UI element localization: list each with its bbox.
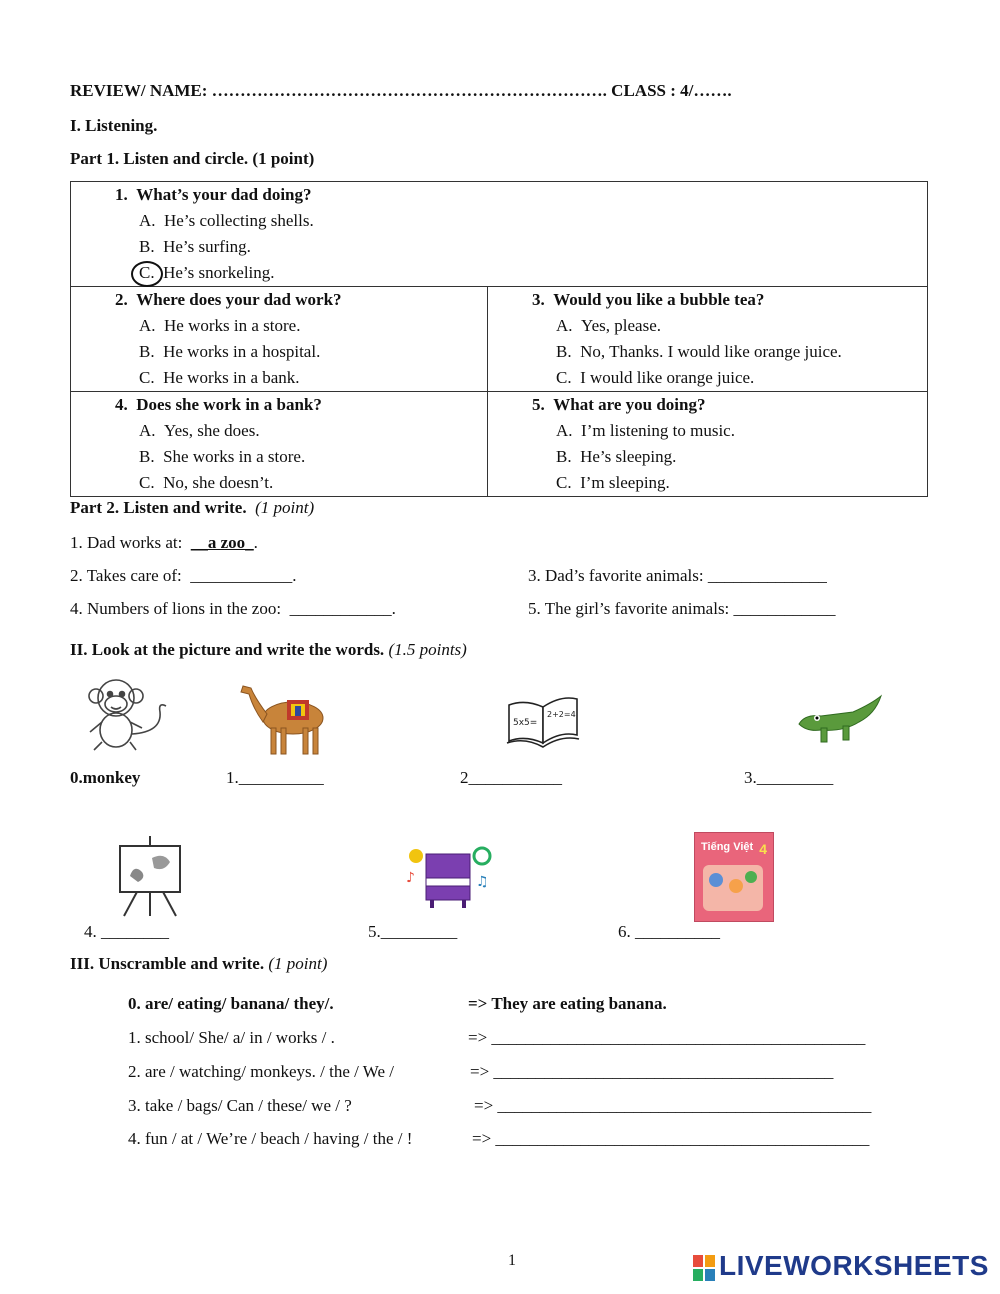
- question-3: 3. Would you like a bubble tea?: [532, 290, 765, 309]
- part2-item-3: 3. Dad’s favorite animals: ______________: [528, 566, 827, 585]
- unscramble-example-prompt: 0. are/ eating/ banana/ they/.: [128, 994, 334, 1013]
- picture-answer-5[interactable]: 5._________: [368, 922, 458, 941]
- unscramble-prompt-4: 4. fun / at / We’re / beach / having / the / !: [128, 1129, 413, 1148]
- example-word-monkey: 0.monkey: [70, 768, 141, 787]
- picture-answer-2[interactable]: 2___________: [460, 768, 562, 787]
- unscramble-answer-1[interactable]: => ____________________________________________: [468, 1028, 866, 1047]
- unscramble-prompt-2: 2. are / watching/ monkeys. / the / We /: [128, 1062, 395, 1081]
- q4-option-c[interactable]: C. No, she doesn’t.: [139, 473, 274, 492]
- q3-option-a[interactable]: A. Yes, please.: [556, 316, 661, 335]
- part2-item-1: 1. Dad works at: __a zoo_.: [70, 533, 258, 552]
- tieng-viet-book-picture: [694, 832, 774, 922]
- q2-option-a[interactable]: A. He works in a store.: [139, 316, 301, 335]
- part2-blank-5[interactable]: ____________: [733, 599, 836, 618]
- section-listening-title: I. Listening.: [70, 116, 158, 135]
- question-5: 5. What are you doing?: [532, 395, 706, 414]
- question-4-cell: [71, 392, 488, 497]
- part1-table: [70, 181, 928, 497]
- part2-item-2: 2. Takes care of: ____________.: [70, 566, 297, 585]
- question-5-cell: [488, 392, 928, 497]
- unscramble-prompt-1: 1. school/ She/ a/ in / works / .: [128, 1028, 335, 1047]
- svg-text:2+2=4: 2+2=4: [547, 710, 576, 719]
- q4-option-a[interactable]: A. Yes, she does.: [139, 421, 260, 440]
- question-4: 4. Does she work in a bank?: [115, 395, 322, 414]
- part2-blank-4[interactable]: ____________: [289, 599, 392, 618]
- section-unscramble-title: III. Unscramble and write. (1 point): [70, 954, 328, 973]
- page-number: 1: [508, 1252, 516, 1269]
- q1-option-a[interactable]: A. He’s collecting shells.: [139, 211, 314, 230]
- question-1-cell: [71, 182, 928, 287]
- q5-option-c[interactable]: C. I’m sleeping.: [556, 473, 670, 492]
- book-cover-title: Tiếng Việt: [701, 841, 754, 853]
- q4-option-b[interactable]: B. She works in a store.: [139, 447, 306, 466]
- q1-option-c[interactable]: C. He’s snorkeling.: [71, 260, 927, 286]
- question-1: 1. What’s your dad doing?: [115, 185, 312, 204]
- part2-blank-3[interactable]: ______________: [707, 566, 827, 585]
- part1-title: Part 1. Listen and circle. (1 point): [70, 149, 315, 168]
- svg-text:♫: ♫: [476, 874, 489, 890]
- question-3-cell: [488, 287, 928, 392]
- q5-option-b[interactable]: B. He’s sleeping.: [556, 447, 677, 466]
- liveworksheets-logo-icon: [693, 1255, 715, 1281]
- part2-answer-1[interactable]: __a zoo_: [190, 533, 254, 552]
- review-name-line: REVIEW/ NAME: …………………………………………………………….: [70, 81, 607, 100]
- unscramble-prompt-3: 3. take / bags/ Can / these/ we / ?: [128, 1096, 352, 1115]
- liveworksheets-brand: LIVEWORKSHEETS: [719, 1250, 989, 1281]
- unscramble-answer-4[interactable]: => ____________________________________________: [472, 1129, 870, 1148]
- q2-option-b[interactable]: B. He works in a hospital.: [139, 342, 321, 361]
- q2-option-c[interactable]: C. He works in a bank.: [139, 368, 300, 387]
- camel-picture: [237, 678, 335, 760]
- unscramble-example-answer: => They are eating banana.: [468, 994, 667, 1013]
- unscramble-answer-2[interactable]: => ________________________________________: [470, 1062, 834, 1081]
- liveworksheets-logo: [693, 1250, 989, 1282]
- q3-option-b[interactable]: B. No, Thanks. I would like orange juice.: [556, 342, 842, 361]
- picture-answer-1[interactable]: 1.__________: [226, 768, 324, 787]
- unscramble-answer-3[interactable]: => ____________________________________________: [474, 1096, 872, 1115]
- part2-blank-2[interactable]: ____________: [190, 566, 293, 585]
- part2-item-4: 4. Numbers of lions in the zoo: ____________.: [70, 599, 396, 618]
- part2-item-5: 5. The girl’s favorite animals: ____________: [528, 599, 836, 618]
- q5-option-a[interactable]: A. I’m listening to music.: [556, 421, 735, 440]
- q1-option-b[interactable]: B. He’s surfing.: [139, 237, 251, 256]
- easel-picture: [116, 834, 184, 918]
- question-2-cell: [71, 287, 488, 392]
- monkey-picture: [82, 672, 172, 754]
- book-cover-grade: 4: [759, 841, 767, 857]
- q3-option-c[interactable]: C. I would like orange juice.: [556, 368, 755, 387]
- picture-answer-4[interactable]: 4. ________: [84, 922, 169, 941]
- picture-answer-3[interactable]: 3._________: [744, 768, 834, 787]
- picture-answer-6[interactable]: 6. __________: [618, 922, 720, 941]
- svg-text:♪: ♪: [406, 870, 415, 886]
- piano-picture: [404, 842, 494, 910]
- section-pictures-title: II. Look at the picture and write the words. (1.5 points): [70, 640, 467, 659]
- part2-title: Part 2. Listen and write. (1 point): [70, 498, 315, 517]
- book-picture: [505, 685, 581, 751]
- answer-circle-mark: [131, 261, 163, 287]
- class-label: CLASS : 4/…….: [611, 81, 732, 100]
- question-2: 2. Where does your dad work?: [115, 290, 342, 309]
- crocodile-picture: [795, 690, 883, 752]
- svg-text:5x5=: 5x5=: [513, 718, 538, 728]
